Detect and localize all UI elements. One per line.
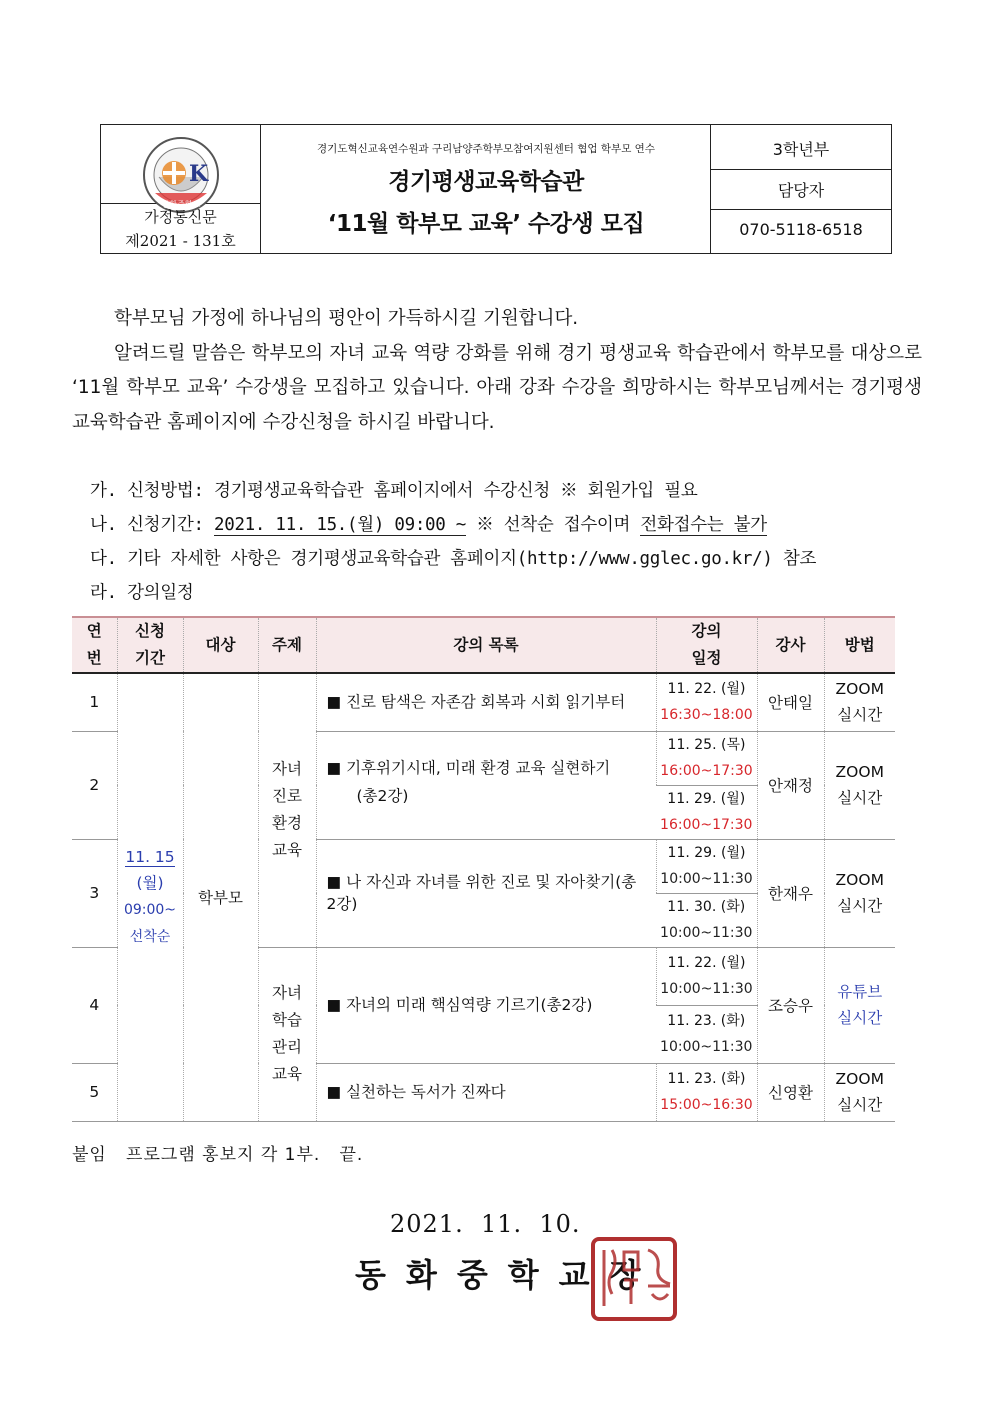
session-date: 11. 30. (화) 10:00~11:30	[656, 893, 757, 947]
course-title: ■ 나 자신과 자녀를 위한 진로 및 자아찾기(총2강)	[316, 839, 656, 947]
course-title: ■ 진로 탐색은 자존감 회복과 시회 읽기부터	[316, 673, 656, 731]
item-details-link: 다. 기타 자세한 사항은 경기평생교육학습관 홈페이지(http://www.gglec.go.kr/) 참조	[90, 549, 817, 569]
col-period: 신청 기간	[117, 617, 183, 673]
course-title: ■ 실천하는 독서가 진짜다	[316, 1063, 656, 1121]
lecturer: 조승우	[757, 947, 824, 1063]
svg-text:K: K	[189, 161, 209, 187]
lecturer: 한재우	[757, 839, 824, 947]
letter-body	[72, 302, 922, 440]
department: 3학년부	[772, 140, 830, 159]
row-no: 2	[72, 731, 117, 839]
session-date: 11. 29. (월) 10:00~11:30	[656, 839, 757, 893]
table-row	[72, 673, 895, 731]
col-no: 연 번	[72, 617, 117, 673]
item-apply-method: 가. 신청방법: 경기평생교육학습관 홈페이지에서 수강신청 ※ 회원가입 필요	[90, 481, 698, 501]
school-principal: 동화중학교장	[355, 1256, 661, 1294]
course-title: ■ 자녀의 미래 핵심역량 기르기(총2강)	[316, 947, 656, 1063]
col-schedule: 강의 일정	[656, 617, 757, 673]
collab-line: 경기도혁신교육연수원과 구리남양주학부모참여지원센터 협업 학부모 연수	[317, 143, 655, 155]
contact-phone: 070-5118-6518	[739, 220, 863, 239]
method: ZOOM 실시간	[824, 839, 895, 947]
method: ZOOM 실시간	[824, 1063, 895, 1121]
issue-date: 2021. 11. 10.	[390, 1210, 581, 1238]
method: ZOOM 실시간	[824, 731, 895, 839]
doc-number: 제2021 - 131호	[125, 232, 236, 250]
col-course: 강의 목록	[316, 617, 656, 673]
table-header-row	[72, 617, 895, 673]
item-schedule-heading: 라. 강의일정	[90, 583, 194, 603]
row-no: 3	[72, 839, 117, 947]
session-date: 11. 25. (목) 16:00~17:30	[656, 731, 757, 785]
attachment-note: 붙임 프로그램 홍보지 각 1부. 끝.	[72, 1145, 364, 1165]
info-list	[90, 474, 816, 610]
no-phone-notice: 전화접수는 불가	[640, 515, 767, 535]
col-topic: 주제	[258, 617, 316, 673]
method: ZOOM 실시간	[824, 673, 895, 731]
session-date: 11. 22. (월) 16:30~18:00	[656, 673, 757, 731]
school-logo-icon	[141, 135, 221, 215]
col-lecturer: 강사	[757, 617, 824, 673]
period-cell: 11. 15 (월) 09:00~ 선착순	[117, 673, 183, 1121]
row-no: 4	[72, 947, 117, 1063]
intro-paragraph: 알려드릴 말씀은 학부모의 자녀 교육 역량 강화를 위해 경기 평생교육 학습관에서 학부모를 대상으로 ‘11월 학부모 교육’ 수강생을 모집하고 있습니다. 아래 강좌 수강을 희망하시는 학부모님께서는 경기평생교육학습관 홈페이지에 수강신청을 하시길 바랍니다.	[72, 342, 922, 433]
row-no: 1	[72, 673, 117, 731]
topic-cell-study: 자녀 학습 관리 교육	[258, 947, 316, 1121]
official-seal-icon	[590, 1236, 678, 1322]
col-method: 방법	[824, 617, 895, 673]
svg-text:동화중학교: 동화중학교	[161, 200, 201, 209]
lecture-schedule-table	[72, 616, 895, 1122]
session-date: 11. 23. (화) 10:00~11:30	[656, 1005, 757, 1063]
lecturer: 신영환	[757, 1063, 824, 1121]
lecturer: 안재정	[757, 731, 824, 839]
contact-label: 담당자	[777, 181, 825, 200]
col-target: 대상	[183, 617, 258, 673]
course-title: ■ 기후위기시대, 미래 환경 교육 실현하기 (총2강)	[316, 731, 656, 839]
session-date: 11. 22. (월) 10:00~11:30	[656, 947, 757, 1005]
row-no: 5	[72, 1063, 117, 1121]
method: 유튜브 실시간	[824, 947, 895, 1063]
target-cell: 학부모	[183, 673, 258, 1121]
apply-period-value: 2021. 11. 15.(월) 09:00 ~	[213, 515, 466, 535]
org-name: 경기평생교육학습관	[388, 169, 584, 195]
item-apply-period: 나. 신청기간: 2021. 11. 15.(월) 09:00 ~ ※ 선착순 접수이며 전화접수는 불가	[90, 515, 767, 535]
document-header	[100, 124, 892, 254]
doc-type-label: 가정통신문	[144, 208, 217, 226]
topic-cell-career: 자녀 진로 환경 교육	[258, 673, 316, 947]
session-date: 11. 29. (월) 16:00~17:30	[656, 785, 757, 839]
document-title: ‘11월 학부모 교육’ 수강생 모집	[327, 211, 645, 237]
session-date: 11. 23. (화) 15:00~16:30	[656, 1063, 757, 1121]
greeting: 학부모님 가정에 하나님의 평안이 가득하시길 기원합니다.	[114, 308, 579, 329]
lecturer: 안태일	[757, 673, 824, 731]
